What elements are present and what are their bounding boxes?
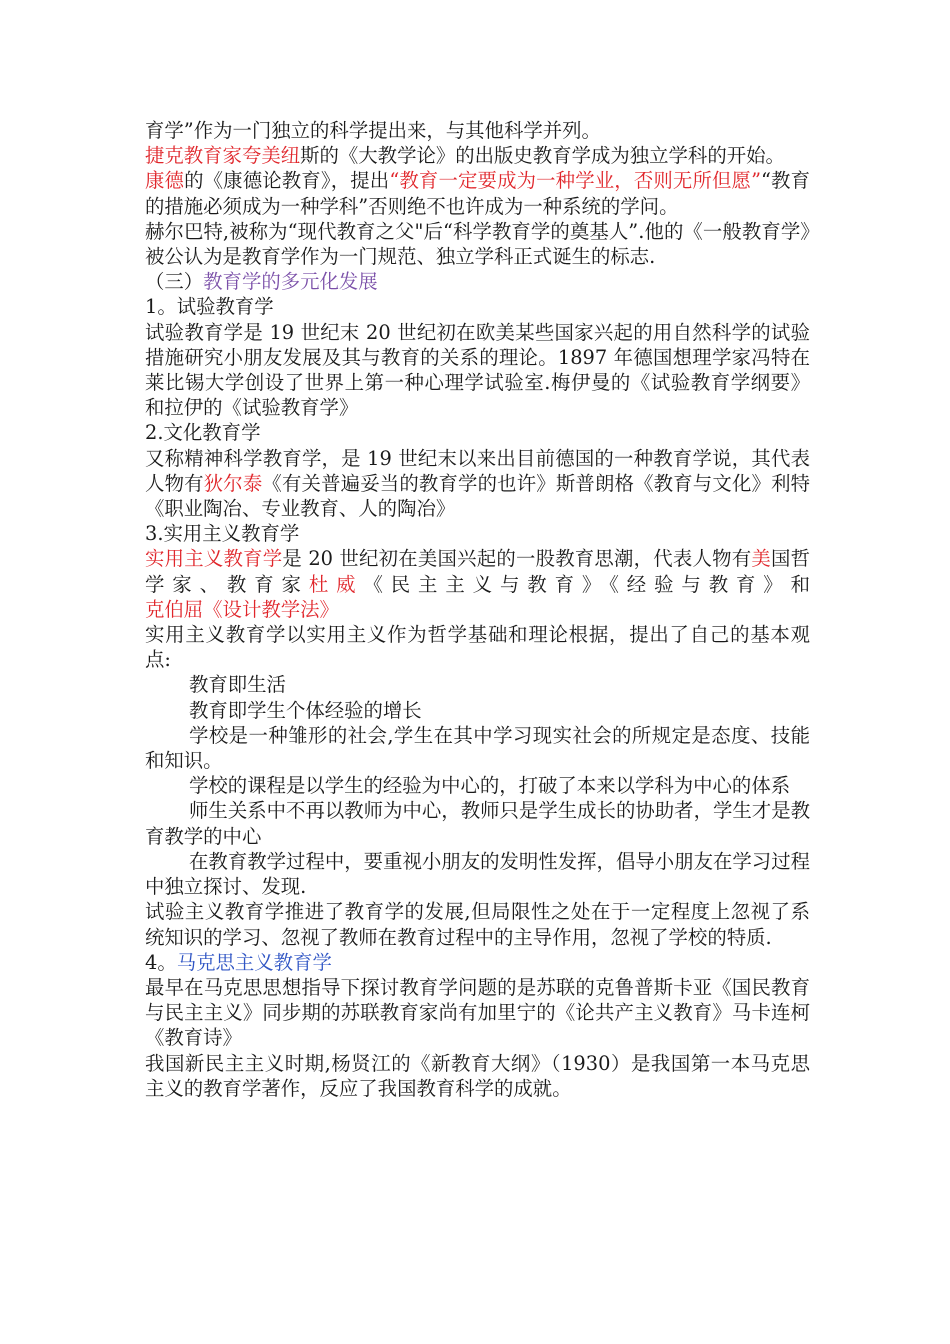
paragraph xyxy=(145,294,810,319)
paragraph xyxy=(145,521,810,546)
highlighted-text: 马克思主义教育学 xyxy=(176,950,332,974)
text-run: 《民主主义与教育》《经验与教育》和 xyxy=(363,572,810,596)
highlighted-text: “教育一定要成为一种学业，否则无所但愿” xyxy=(389,169,761,193)
highlighted-text: 狄尔泰 xyxy=(203,471,263,495)
text-run: 试验教育学是 19 世纪末 20 世纪初在欧美某些国家兴起的用自然科学的试验措施研究小朋友发展及其与教育的关系的理论。1897 年德国想理学家冯特在莱比锡大学创设了世界上第一种心理学试验室.梅伊曼的《试验教育学纲要》和拉伊的《试验教育学》 xyxy=(145,320,810,420)
paragraph xyxy=(145,219,810,269)
text-run: 国哲学家、教育家 xyxy=(145,547,811,596)
highlighted-text: 美 xyxy=(751,547,771,571)
document-body xyxy=(145,118,810,1101)
highlighted-text: 捷克教育家夸美纽 xyxy=(145,144,301,168)
highlighted-text: 杜威 xyxy=(308,572,364,596)
indented-paragraph xyxy=(145,723,810,773)
text-run: 4。 xyxy=(145,950,177,974)
paragraph xyxy=(145,899,810,949)
text-run: “教育的措施必须成为一种学科”否则绝不也许成为一种系统的学问。 xyxy=(145,169,810,218)
paragraph xyxy=(145,446,810,522)
text-run: 又称精神科学教育学，是 19 世纪末以来出目前德国的一种教育学说，其代表人物有 xyxy=(145,446,810,495)
text-run: 斯的《大教学论》的出版史教育学成为独立学科的开始。 xyxy=(300,144,785,168)
text-run: （三） xyxy=(145,270,204,294)
text-run: 1。试验教育学 xyxy=(145,295,274,319)
text-run: 赫尔巴特,被称为“现代教育之父"后“科学教育学的奠基人”.他的《一般教育学》被公认为是教育学作为一门规范、独立学科正式诞生的标志. xyxy=(145,219,810,269)
highlighted-text: 康德 xyxy=(145,169,185,193)
text-run: 我国新民主主义时期,杨贤江的《新教育大纲》（1930）是我国第一本马克思主义的教育学著作，反应了我国教育科学的成就。 xyxy=(145,1051,810,1100)
text-run: 教育即生活 xyxy=(189,673,286,697)
indented-paragraph xyxy=(145,849,810,899)
paragraph xyxy=(145,143,810,168)
text-run: 师生关系中不再以教师为中心，教师只是学生成长的协助者，学生才是教育教学的中心 xyxy=(145,799,810,848)
indented-paragraph xyxy=(145,698,810,723)
text-run: 是 20 世纪初在美国兴起的一股教育思潮，代表人物有 xyxy=(282,547,752,571)
text-run: 试验主义教育学推进了教育学的发展,但局限性之处在于一定程度上忽视了系统知识的学习、忽视了教师在教育过程中的主导作用，忽视了学校的特质. xyxy=(145,900,810,949)
indented-paragraph xyxy=(145,773,810,798)
text-run: 实用主义教育学以实用主义作为哲学基础和理论根据，提出了自己的基本观点: xyxy=(145,623,810,672)
paragraph xyxy=(145,168,810,218)
paragraph xyxy=(145,975,810,1051)
text-run: 的《康德论教育》，提出 xyxy=(184,169,390,193)
highlighted-text: 教育学的多元化发展 xyxy=(203,270,378,294)
paragraph xyxy=(145,622,810,672)
indented-paragraph xyxy=(145,672,810,697)
text-run: 2.文化教育学 xyxy=(145,421,261,445)
highlighted-text: 克伯屈《设计教学法》 xyxy=(145,597,339,621)
paragraph xyxy=(145,269,810,294)
paragraph xyxy=(145,118,810,143)
indented-paragraph xyxy=(145,798,810,848)
text-run: 学校的课程是以学生的经验为中心的，打破了本来以学科为中心的体系 xyxy=(189,774,791,798)
text-run: 学校是一种雏形的社会,学生在其中学习现实社会的所规定是态度、技能和知识。 xyxy=(145,723,810,773)
paragraph xyxy=(145,546,810,622)
text-run: 育学”作为一门独立的科学提出来，与其他科学并列。 xyxy=(145,119,601,142)
text-run: 在教育教学过程中，要重视小朋友的发明性发挥，倡导小朋友在学习过程中独立探讨、发现. xyxy=(145,849,810,899)
paragraph xyxy=(145,1051,810,1101)
text-run: 3.实用主义教育学 xyxy=(145,522,300,546)
text-run: 《有关普遍妥当的教育学的也许》斯普朗格《教育与文化》利特《职业陶冶、专业教育、人的陶冶》 xyxy=(145,471,811,521)
highlighted-text: 实用主义教育学 xyxy=(145,547,283,571)
paragraph xyxy=(145,420,810,445)
text-run: 教育即学生个体经验的增长 xyxy=(189,698,422,722)
paragraph xyxy=(145,320,810,421)
paragraph xyxy=(145,950,810,975)
text-run: 最早在马克思思想指导下探讨教育学问题的是苏联的克鲁普斯卡亚《国民教育与民主主义》同步期的苏联教育家尚有加里宁的《论共产主义教育》马卡连柯《教育诗》 xyxy=(145,975,810,1050)
